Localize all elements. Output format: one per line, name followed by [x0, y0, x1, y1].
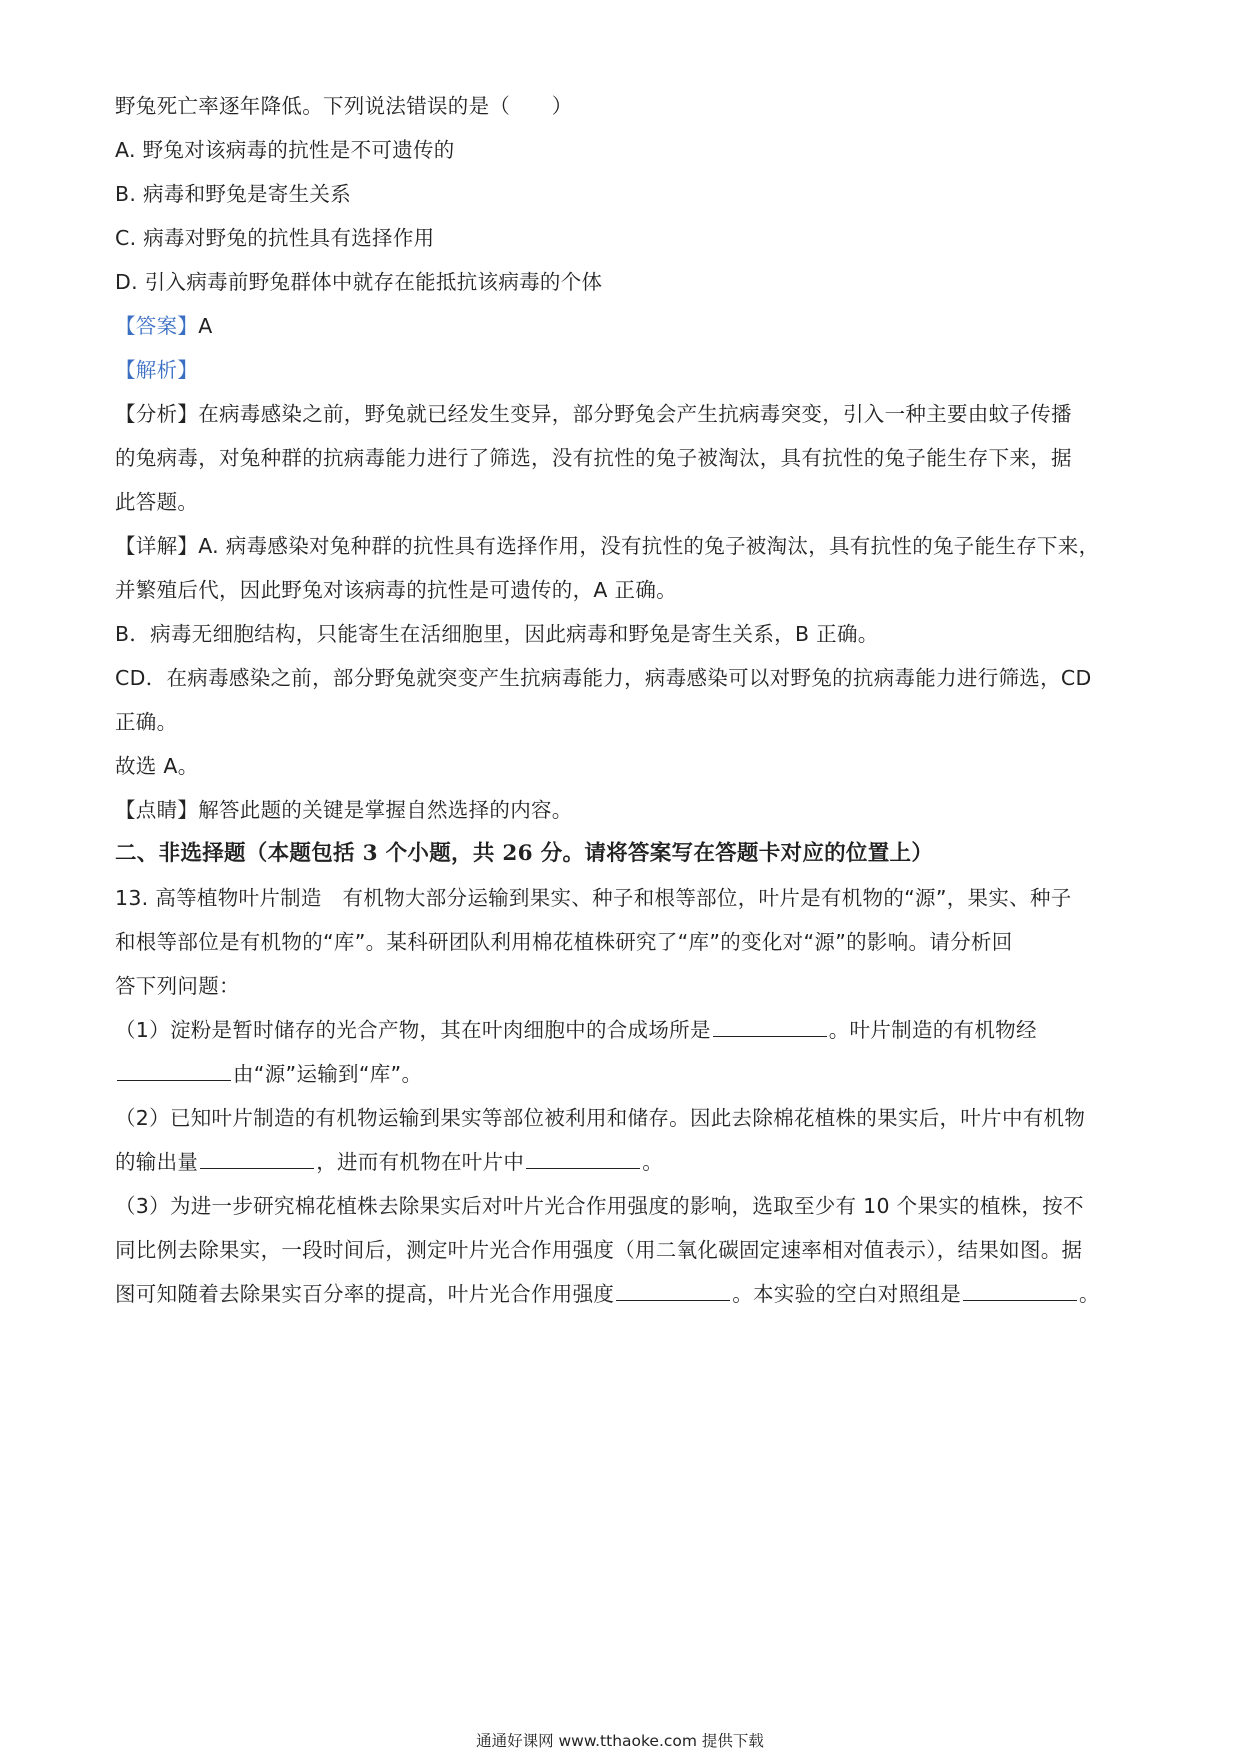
analysis-text-1: 在病毒感染之前，野兔就已经发生变异，部分野兔会产生抗病毒突变，引入一种主要由蚊子传播 [198, 402, 1072, 426]
option-d: D. 引入病毒前野兔群体中就存在能抵抗该病毒的个体 [115, 270, 603, 294]
q13-intro-line-1: 13. 高等植物叶片制造 有机物大部分运输到果实、种子和根等部位，叶片是有机物的“源”，果实、种子 [115, 886, 1072, 910]
detail-line-6: 故选 A。 [115, 754, 199, 778]
q13-part3-line-1: （3）为进一步研究棉花植株去除果实后对叶片光合作用强度的影响，选取至少有 10 个果实的植株，按不 [115, 1194, 1084, 1218]
question-stem: 野兔死亡率逐年降低。下列说法错误的是（ ） [115, 94, 573, 118]
answer-blank-3[interactable] [200, 1148, 314, 1169]
analysis-label: 【解析】 [115, 358, 199, 382]
detail-line-1 [115, 531, 1135, 561]
comment-label: 【点睛】 [115, 798, 199, 822]
q13-part1-text-a: （1）淀粉是暂时储存的光合产物，其在叶肉细胞中的合成场所是 [115, 1018, 711, 1042]
comment-line [115, 795, 1135, 825]
page-footer: 通通好课网 www.tthaoke.com 提供下载 [476, 1732, 764, 1750]
detail-line-3: B．病毒无细胞结构，只能寄生在活细胞里，因此病毒和野兔是寄生关系，B 正确。 [115, 622, 879, 646]
answer-blank-1[interactable] [713, 1016, 827, 1037]
answer-blank-6[interactable] [963, 1280, 1077, 1301]
q13-part3-text-b: 。本实验的空白对照组是 [732, 1282, 962, 1306]
q13-part3-line-2: 同比例去除果实，一段时间后，测定叶片光合作用强度（用二氧化碳固定速率相对值表示），结果如图。据 [115, 1238, 1083, 1262]
option-b: B. 病毒和野兔是寄生关系 [115, 182, 351, 206]
section-heading: 二、非选择题（本题包括 3 个小题，共 26 分。请将答案写在答题卡对应的位置上） [115, 841, 934, 866]
option-c: C. 病毒对野兔的抗性具有选择作用 [115, 226, 435, 250]
detail-line-4: CD．在病毒感染之前，部分野兔就突变产生抗病毒能力，病毒感染可以对野兔的抗病毒能力进行筛选，CD [115, 666, 1092, 690]
analysis-line-3: 此答题。 [115, 490, 199, 514]
q13-part3-text-c: 。 [1079, 1282, 1100, 1306]
q13-part1-line-2 [115, 1059, 1135, 1089]
comment-text: 解答此题的关键是掌握自然选择的内容。 [198, 798, 573, 822]
answer-value: A [198, 314, 213, 338]
detail-line-5: 正确。 [115, 710, 178, 734]
detail-text-1: A. 病毒感染对兔种群的抗性具有选择作用，没有抗性的兔子被淘汰，具有抗性的兔子能生存下来， [198, 534, 1100, 558]
analysis-sub-label: 【分析】 [115, 402, 199, 426]
answer-blank-2[interactable] [117, 1060, 231, 1081]
detail-label: 【详解】 [115, 534, 199, 558]
detail-line-2: 并繁殖后代，因此野兔对该病毒的抗性是可遗传的，A 正确。 [115, 578, 677, 602]
q13-part2-text-c: 。 [642, 1150, 664, 1174]
q13-part3-text-a: 图可知随着去除果实百分率的提高，叶片光合作用强度 [115, 1282, 615, 1306]
q13-part1-text-b: 。叶片制造的有机物经 [828, 1018, 1037, 1042]
analysis-line-2: 的兔病毒，对兔种群的抗病毒能力进行了筛选，没有抗性的兔子被淘汰，具有抗性的兔子能生存下来，据 [115, 446, 1072, 470]
answer-line [115, 311, 1135, 341]
analysis-heading [115, 355, 1135, 385]
answer-blank-4[interactable] [526, 1148, 640, 1169]
analysis-line-1 [115, 399, 1135, 429]
q13-part2-line-1: （2）已知叶片制造的有机物运输到果实等部位被利用和储存。因此去除棉花植株的果实后，叶片中有机物 [115, 1106, 1086, 1130]
q13-part1-text-c: 由“源”运输到“库”。 [233, 1062, 423, 1086]
answer-label: 【答案】 [115, 314, 199, 338]
option-a: A. 野兔对该病毒的抗性是不可遗传的 [115, 138, 455, 162]
q13-intro-line-3: 答下列问题： [115, 974, 240, 998]
q13-part2-line-2 [115, 1147, 1135, 1177]
answer-blank-5[interactable] [616, 1280, 730, 1301]
q13-part2-text-a: 的输出量 [115, 1150, 199, 1174]
q13-intro-line-2: 和根等部位是有机物的“库”。某科研团队利用棉花植株研究了“库”的变化对“源”的影响。请分析回 [115, 930, 1013, 954]
q13-part3-line-3 [115, 1279, 1135, 1309]
q13-part1-line-1 [115, 1015, 1135, 1045]
q13-part2-text-b: ，进而有机物在叶片中 [316, 1150, 525, 1174]
